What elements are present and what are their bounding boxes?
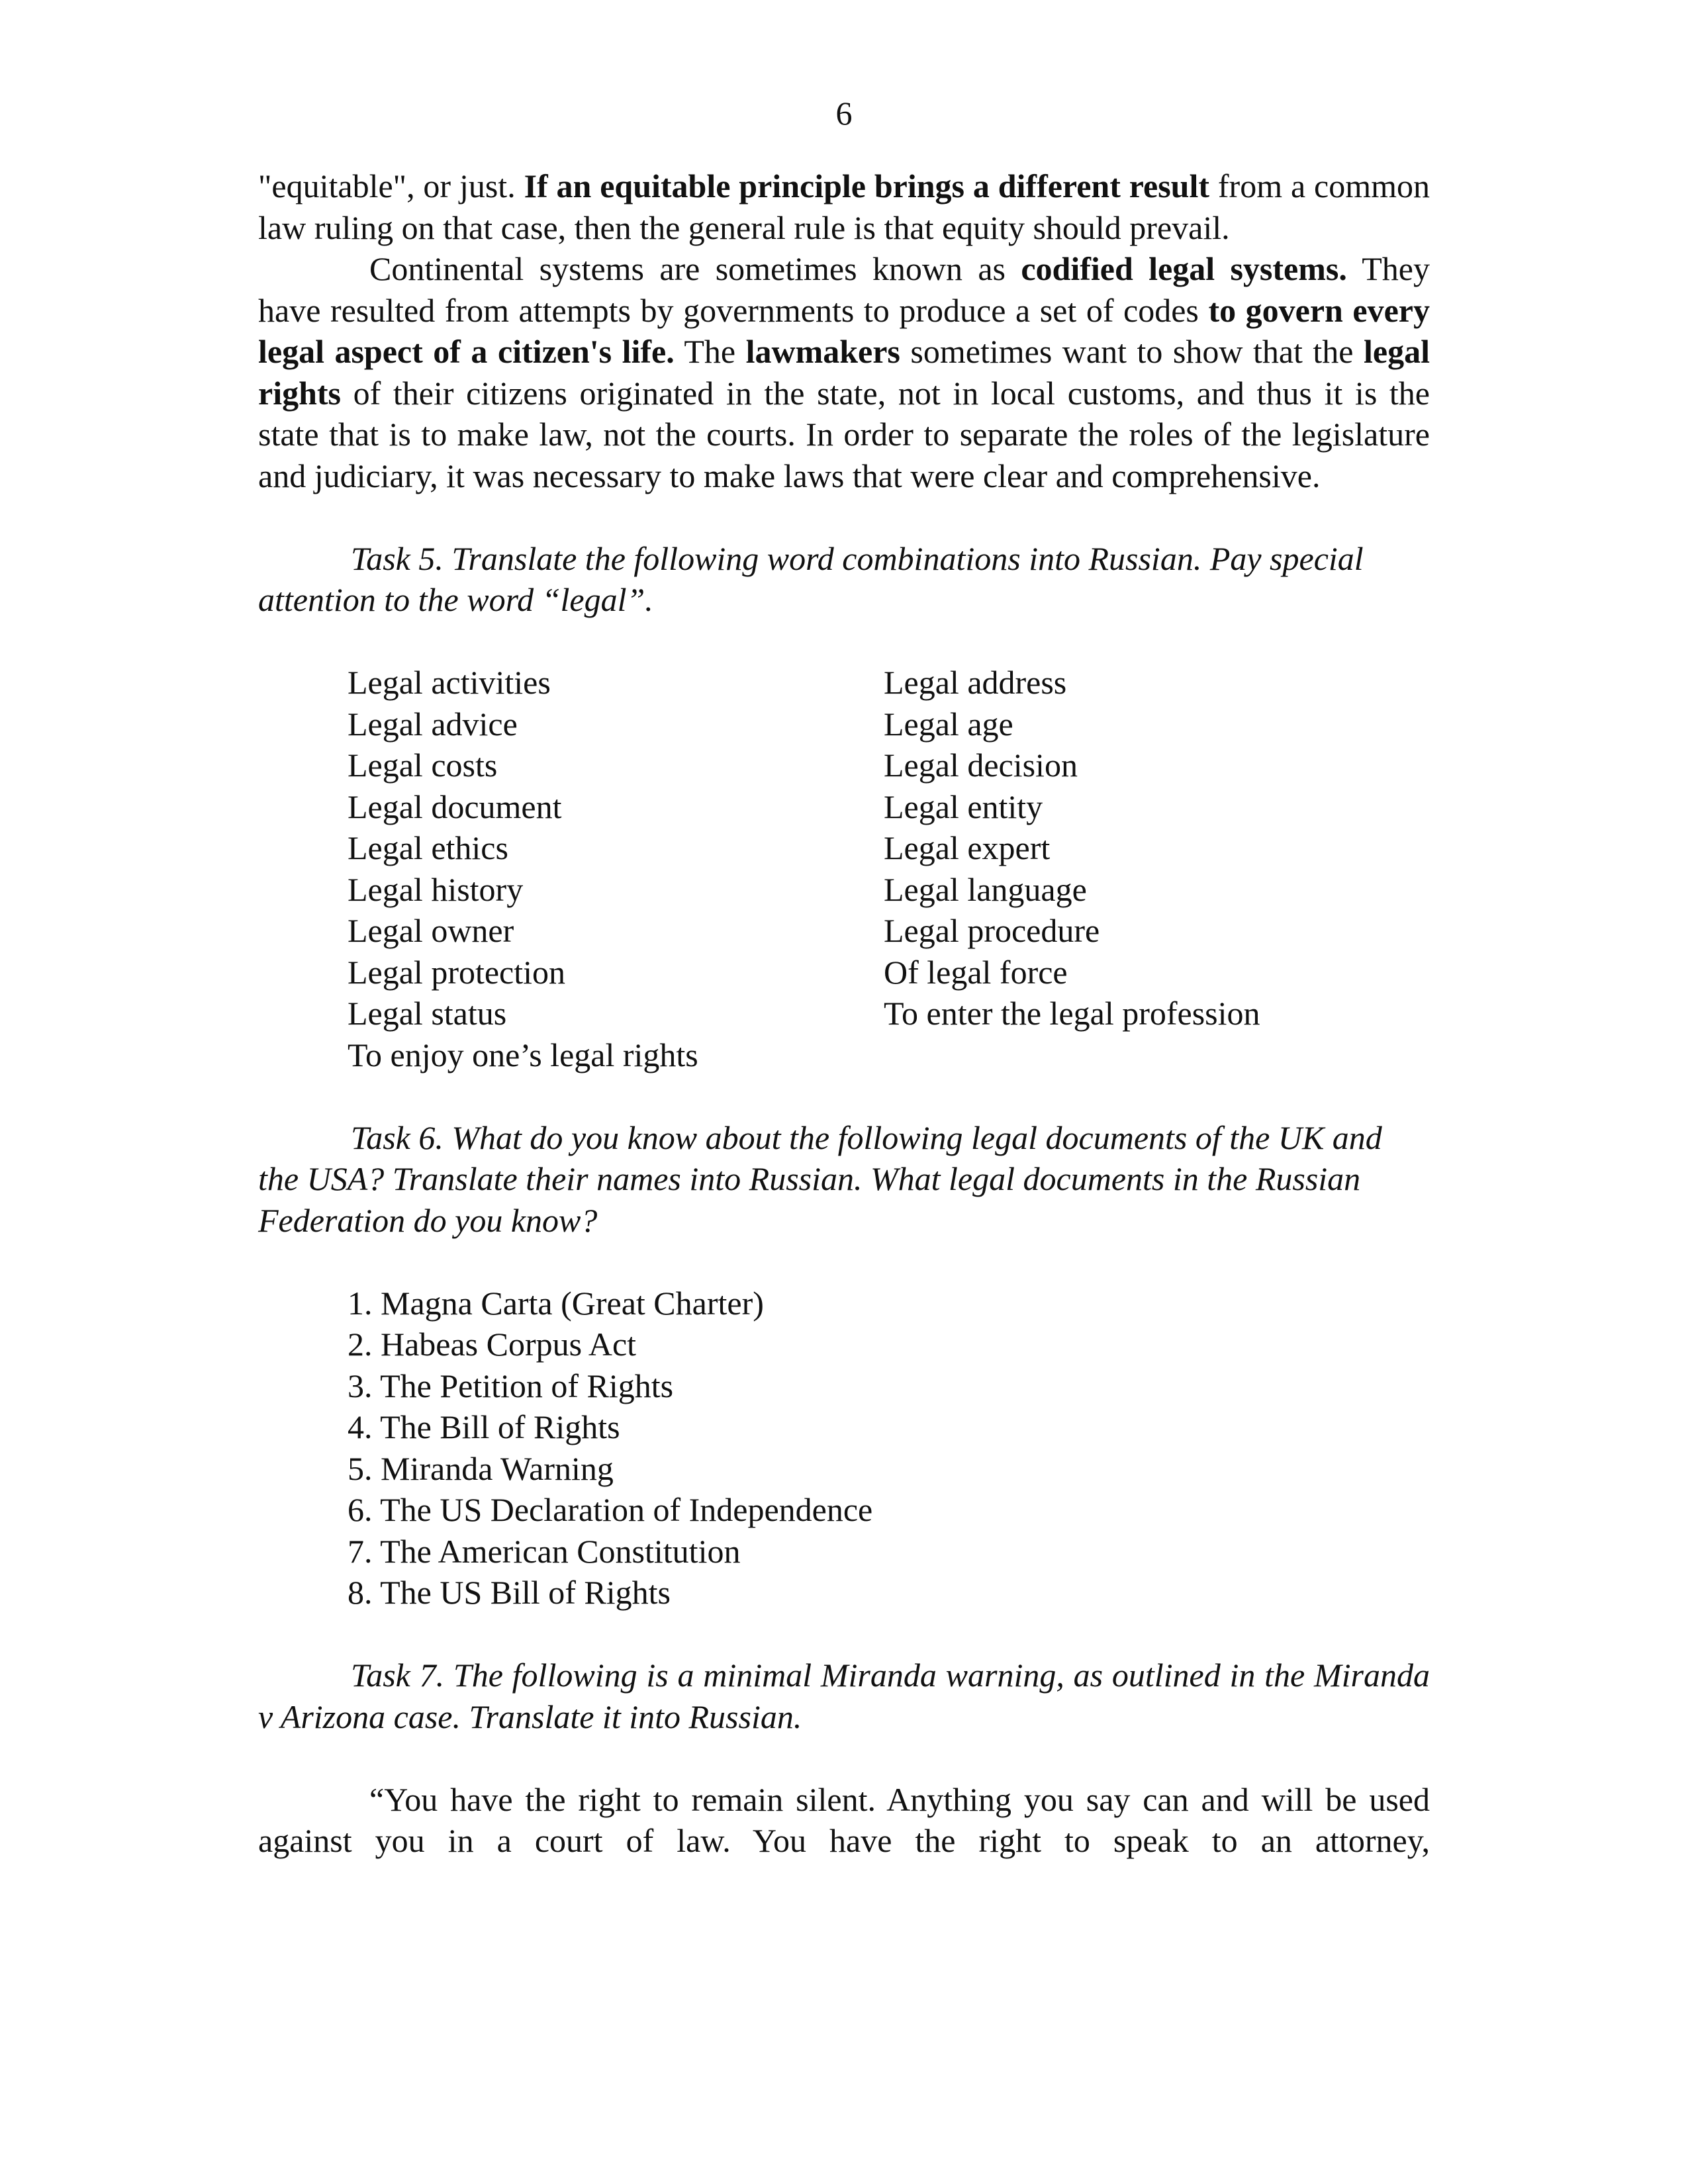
list-item: Legal expert: [884, 829, 1051, 866]
bold-phrase: codified legal systems.: [1021, 250, 1347, 287]
list-item: 2. Habeas Corpus Act: [348, 1326, 637, 1363]
list-item: 4. The Bill of Rights: [348, 1408, 620, 1445]
text-run: They have resulted from attempts by governments to produce a set of codes: [258, 250, 1430, 329]
spacer: [258, 1614, 1430, 1655]
list-item: Legal ethics: [348, 829, 508, 866]
list-item: Legal protection: [348, 953, 566, 991]
page-number: 6: [835, 95, 853, 132]
list-item: Legal procedure: [884, 912, 1100, 949]
text-run: Continental systems are sometimes known as: [369, 250, 1021, 287]
list-item: Legal status: [348, 995, 507, 1032]
list-item: Legal document: [348, 788, 562, 825]
list-item: Legal costs: [348, 747, 498, 784]
list-item: To enter the legal profession: [884, 995, 1260, 1032]
list-item: 1. Magna Carta (Great Charter): [348, 1284, 764, 1322]
list-item: Legal entity: [884, 788, 1043, 825]
list-item: 3. The Petition of Rights: [348, 1367, 674, 1404]
list-item: 5. Miranda Warning: [348, 1449, 614, 1487]
list-item: Legal age: [884, 705, 1013, 743]
list-item: Legal decision: [884, 747, 1078, 784]
task7-instruction: Task 7. The following is a minimal Miranda warning, as outlined in the Miranda v Arizona case. Translate it into Russian.: [258, 1657, 1430, 1735]
list-item: 6. The US Declaration of Independence: [348, 1491, 873, 1528]
legal-combinations-list: [348, 662, 1430, 1075]
spacer: [258, 1075, 1430, 1117]
paragraph-continental-systems: [258, 248, 1430, 496]
task6-instruction: Task 6. What do you know about the following legal documents of the UK and the USA? Translate their names into Russian. What legal documents in the Russian Federation do you know?: [258, 1118, 1382, 1239]
list-item: Legal advice: [348, 705, 518, 743]
text-run: sometimes want to show that the: [900, 333, 1364, 370]
list-item: To enjoy one’s legal rights: [348, 1036, 698, 1073]
text-run: of their citizens originated in the state, not in local customs, and thus it is the state that is to make law, not the courts. In order to separate the roles of the legislature and judiciary, it was necessary to make laws that were clear and comprehensive.: [258, 374, 1430, 494]
bold-phrase: to govern every legal aspect of a citizen's life.: [258, 291, 1430, 370]
list-item: Legal address: [884, 664, 1067, 701]
bold-phrase: If an equitable principle brings a different result: [524, 167, 1210, 205]
page-content: [258, 165, 1430, 1862]
list-item: Of legal force: [884, 953, 1068, 991]
list-item: Legal language: [884, 870, 1087, 908]
text-run: "equitable", or just.: [258, 167, 524, 205]
task5-instruction: Task 5. Translate the following word combinations into Russian. Pay special attention to the word “legal”.: [258, 539, 1364, 618]
spacer: [258, 1737, 1430, 1779]
list-item: 8. The US Bill of Rights: [348, 1574, 671, 1611]
text-run: The: [674, 333, 746, 370]
spacer: [258, 496, 1430, 538]
miranda-quote: “You have the right to remain silent. Anything you say can and will be used against you in a court of law. You have the right to speak to an attorney,: [258, 1780, 1430, 1859]
bold-phrase: legal rights: [258, 333, 1430, 412]
legal-documents-list: [348, 1283, 1430, 1614]
list-item: Legal history: [348, 870, 524, 908]
list-item: 7. The American Constitution: [348, 1532, 741, 1570]
spacer: [258, 1241, 1430, 1283]
list-item: Legal activities: [348, 664, 551, 701]
bold-phrase: lawmakers: [745, 333, 900, 370]
list-item: Legal owner: [348, 912, 514, 949]
spacer: [258, 621, 1430, 662]
text-run: from a common law ruling on that case, then the general rule is that equity should prevail.: [258, 167, 1430, 246]
paragraph-equity: [258, 165, 1430, 248]
